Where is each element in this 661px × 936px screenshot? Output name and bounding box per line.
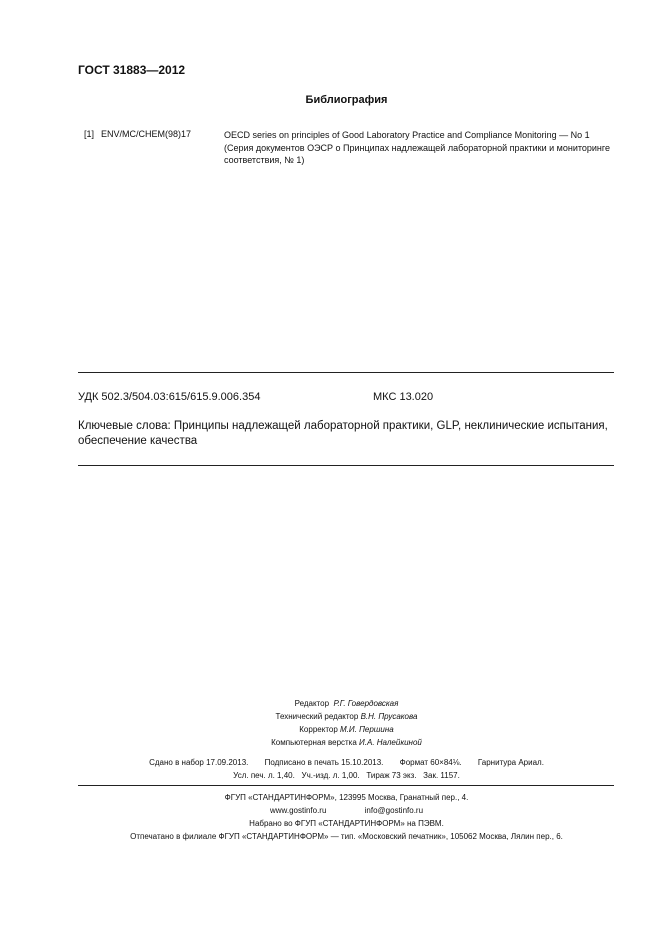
credit-layout: Компьютерная верстка И.А. Налейкиной — [271, 738, 422, 747]
publisher-typeset: Набрано во ФГУП «СТАНДАРТИНФОРМ» на ПЭВМ. — [249, 819, 444, 828]
divider-top — [78, 372, 614, 373]
credit-tech-editor: Технический редактор В.Н. Прусакова — [275, 712, 418, 721]
keywords: Ключевые слова: Принципы надлежащей лабораторной практики, GLP, неклинические испытания, обеспечение качества — [78, 420, 608, 447]
publisher-contacts — [0, 804, 661, 817]
publisher-email[interactable]: info@gostinfo.ru — [364, 806, 424, 815]
udk-code: УДК 502.3/504.03:615/615.9.006.354 — [78, 391, 261, 403]
credit-editor: Редактор Р.Г. Говердовская — [294, 699, 399, 708]
print-info — [0, 756, 661, 782]
publisher-block — [0, 791, 661, 843]
credits-block — [0, 697, 661, 749]
standard-code: ГОСТ 31883—2012 — [78, 63, 186, 77]
publisher-address: ФГУП «СТАНДАРТИНФОРМ», 123995 Москва, Гранатный пер., 4. — [224, 793, 469, 802]
divider-bottom — [78, 785, 614, 786]
bibliography-title: Библиография — [305, 94, 388, 106]
reference-description: OECD series on principles of Good Laboratory Practice and Compliance Monitoring — No 1 (Серия документов ОЭСР о Принципах надлежащей лабораторной практики и мониторинге соответствия, № 1) — [224, 130, 610, 165]
print-info-line1: Сдано в набор 17.09.2013. Подписано в печать 15.10.2013. Формат 60×84⅛. Гарнитура Ариал. — [149, 758, 544, 767]
mks-code: МКС 13.020 — [373, 391, 434, 403]
reference-number: [1] — [84, 129, 95, 139]
publisher-printed: Отпечатано в филиале ФГУП «СТАНДАРТИНФОРМ» — тип. «Московский печатник», 105062 Москва, Лялин пер., 6. — [130, 832, 563, 841]
reference-code: ENV/MC/CHEM(98)17 — [101, 129, 192, 139]
divider-middle — [78, 465, 614, 466]
publisher-website[interactable]: www.gostinfo.ru — [269, 806, 327, 815]
print-info-line2: Усл. печ. л. 1,40. Уч.-изд. л. 1,00. Тираж 73 экз. Зак. 1157. — [233, 771, 460, 780]
credit-corrector: Корректор М.И. Першина — [299, 725, 394, 734]
